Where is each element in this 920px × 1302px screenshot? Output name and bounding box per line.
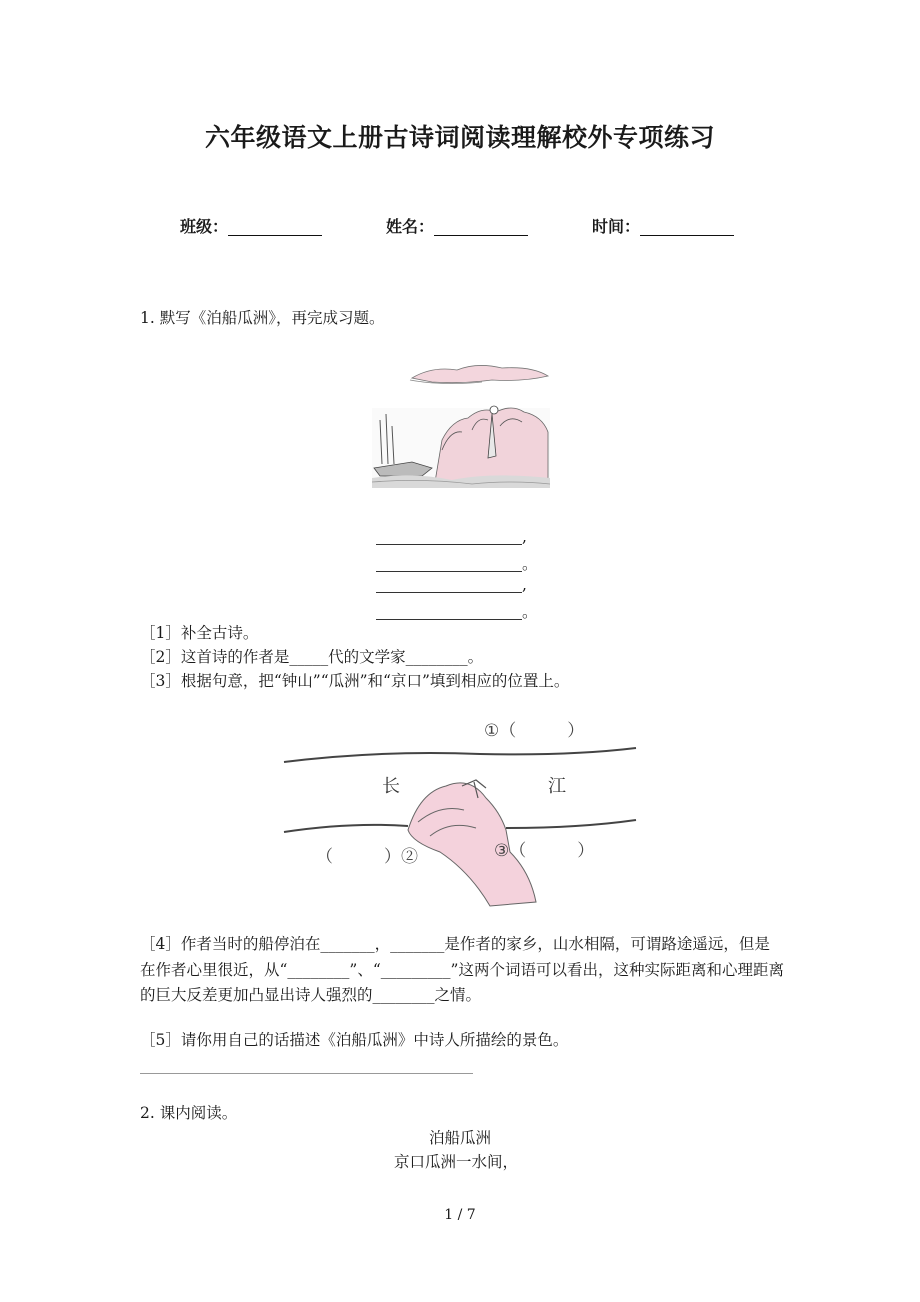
- name-blank[interactable]: [434, 217, 528, 236]
- answer-line[interactable]: [140, 1073, 473, 1074]
- time-field: [592, 214, 734, 237]
- poem-blank-3[interactable]: ,: [376, 576, 527, 594]
- sub-question-4: ［4］作者当时的船停泊在_______，_______是作者的家乡，山水相隔，可谓路途遥远，但是在作者心里很近，从“________”、“_________”这两个词语可以看出，这种实际距离和心理距离的巨大反差更加凸显出诗人强烈的________之情。: [140, 935, 784, 1004]
- class-label: 班级：: [180, 217, 229, 236]
- time-blank[interactable]: [640, 217, 734, 236]
- class-blank[interactable]: [228, 217, 322, 236]
- poem-illustration: [372, 360, 550, 488]
- river-map: [280, 712, 642, 908]
- sub-question-5: ［5］请你用自己的话描述《泊船瓜洲》中诗人所描绘的景色。: [140, 1031, 569, 1049]
- page-title: 六年级语文上册古诗词阅读理解校外专项练习: [204, 123, 715, 152]
- poem-title: 泊船瓜洲: [428, 1129, 491, 1147]
- sub-question-1: ［1］补全古诗。: [140, 624, 259, 642]
- poem-blank-2[interactable]: 。: [376, 552, 538, 574]
- sub-question-3: ［3］根据句意，把“钟山”“瓜洲”和“京口”填到相应的位置上。: [140, 672, 570, 690]
- map-label-3[interactable]: ③（ ）: [494, 841, 595, 861]
- name-field: [386, 214, 528, 237]
- class-field: [180, 214, 322, 237]
- question-2-stem: 2. 课内阅读。: [140, 1104, 238, 1122]
- poem-blank-4[interactable]: 。: [376, 600, 538, 622]
- poem-blank-1[interactable]: ,: [376, 528, 527, 546]
- page-number: 1 / 7: [444, 1207, 476, 1223]
- river-label-right: 江: [548, 776, 566, 797]
- sub-question-2: ［2］这首诗的作者是_____代的文学家________。: [140, 648, 484, 666]
- map-label-1[interactable]: ①（ ）: [484, 721, 585, 741]
- question-1-stem: 1. 默写《泊船瓜洲》，再完成习题。: [140, 309, 385, 327]
- time-label: 时间：: [592, 217, 641, 236]
- poem-line-1: 京口瓜洲一水间，: [393, 1153, 518, 1171]
- river-label-left: 长: [382, 776, 400, 797]
- name-label: 姓名：: [386, 217, 435, 236]
- map-label-2[interactable]: （ ）②: [316, 847, 418, 867]
